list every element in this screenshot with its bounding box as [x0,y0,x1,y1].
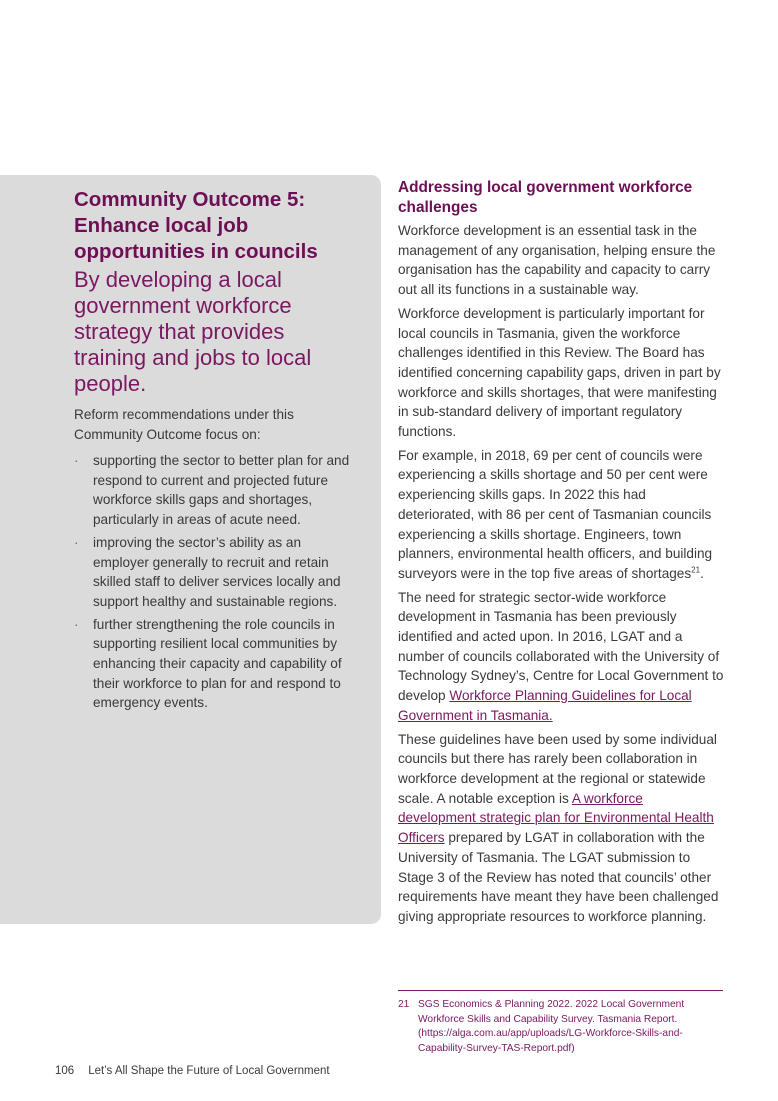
outcome-panel [0,175,381,924]
paragraph-1: Workforce development is an essential task in the management of any organisation, helping ensure the organisation has the capability and capacity to carry out all its functions in a sustainable way. [398,223,716,298]
outcome-intro: Reform recommendations under this Community Outcome focus on: [74,407,294,442]
footnote-text: SGS Economics & Planning 2022. 2022 Local Government Workforce Skills and Capability Survey. Tasmania Report. (https://alga.com.au/app/uploads/LG-Workforce-Skills-and-Capability-Survey-TAS-Report.pdf) [418,999,685,1054]
paragraph-4 [398,588,724,726]
paragraph-2: Workforce development is particularly important for local councils in Tasmania, given the workforce challenges identified in this Review. The Board has identified concerning capability gaps, driven in part by workforce and skills shortages, that were manifesting in sub-standard delivery of important regulatory functions. [398,305,721,440]
paragraph-5-rest: prepared by LGAT in collaboration with the University of Tasmania. The LGAT submission to Stage 3 of the Review has noted that councils’ other requirements have meant they have been challenged giving appropriate resources to workforce planning. [398,830,719,924]
page-number: 106 [55,1065,75,1077]
footnote-ref[interactable]: 21 [691,565,701,575]
ehos-strategic-plan-link[interactable]: A workforce development strategic plan for Environmental Health Officers [398,790,714,846]
list-item [74,615,354,714]
paragraph-3-text: For example, in 2018, 69 per cent of councils were experiencing a skills shortage and 50 per cent were experiencing skills gaps. In 2022 this had deteriorated, with 86 per cent of Tasmanian councils experiencing a skills shortage. Engineers, town planners, environmental health officers, and building surveyors were in the top five areas of shortages [398,447,713,581]
list-item-text: further strengthening the role councils in supporting resilient local communities by enhancing their capacity and capability of their workforce to plan for and respond to emergency events. [93,616,342,711]
list-item [74,451,354,530]
footnote-divider [398,990,723,991]
bullet-icon: · [74,616,79,632]
bullet-icon: · [74,453,79,468]
list-item [74,533,354,612]
paragraph-5 [398,730,724,927]
paragraph-3-end: . [700,565,704,581]
paragraph-3 [398,446,724,584]
outcome-subtitle: By developing a local government workforce strategy that provides training and jobs to local people. [74,267,312,396]
paragraph-5-text: These guidelines have been used by some individual councils but there has rarely been collaboration in workforce development at the regional or statewide scale. A notable exception is [398,731,717,806]
paragraph-4-text: The need for strategic sector-wide workforce development in Tasmania has been previously identified and acted upon. In 2016, LGAT and a number of councils collaborated with the University of Technology Sydney’s, Centre for Local Government to develop [398,589,724,704]
list-item-text: supporting the sector to better plan for and respond to current and projected future workforce skills gaps and shortages, particularly in areas of acute need. [93,453,350,528]
main-column [398,178,724,931]
list-item-text: improving the sector’s ability as an employer generally to recruit and retain skilled staff to deliver services locally and support healthy and sustainable regions. [93,534,341,609]
footnote-number: 21 [398,999,410,1010]
section-heading: Addressing local government workforce challenges [398,179,693,216]
outcome-panel-content [74,187,354,716]
outcome-title: Community Outcome 5: Enhance local job opportunities in councils [74,188,318,263]
footnote [398,998,723,1056]
workforce-guidelines-link[interactable]: Workforce Planning Guidelines for Local Government in Tasmania. [398,688,692,723]
document-title: Let’s All Shape the Future of Local Government [88,1065,330,1077]
bullet-icon: · [74,534,79,550]
recommendation-list [74,451,354,713]
page-footer [55,1065,330,1077]
